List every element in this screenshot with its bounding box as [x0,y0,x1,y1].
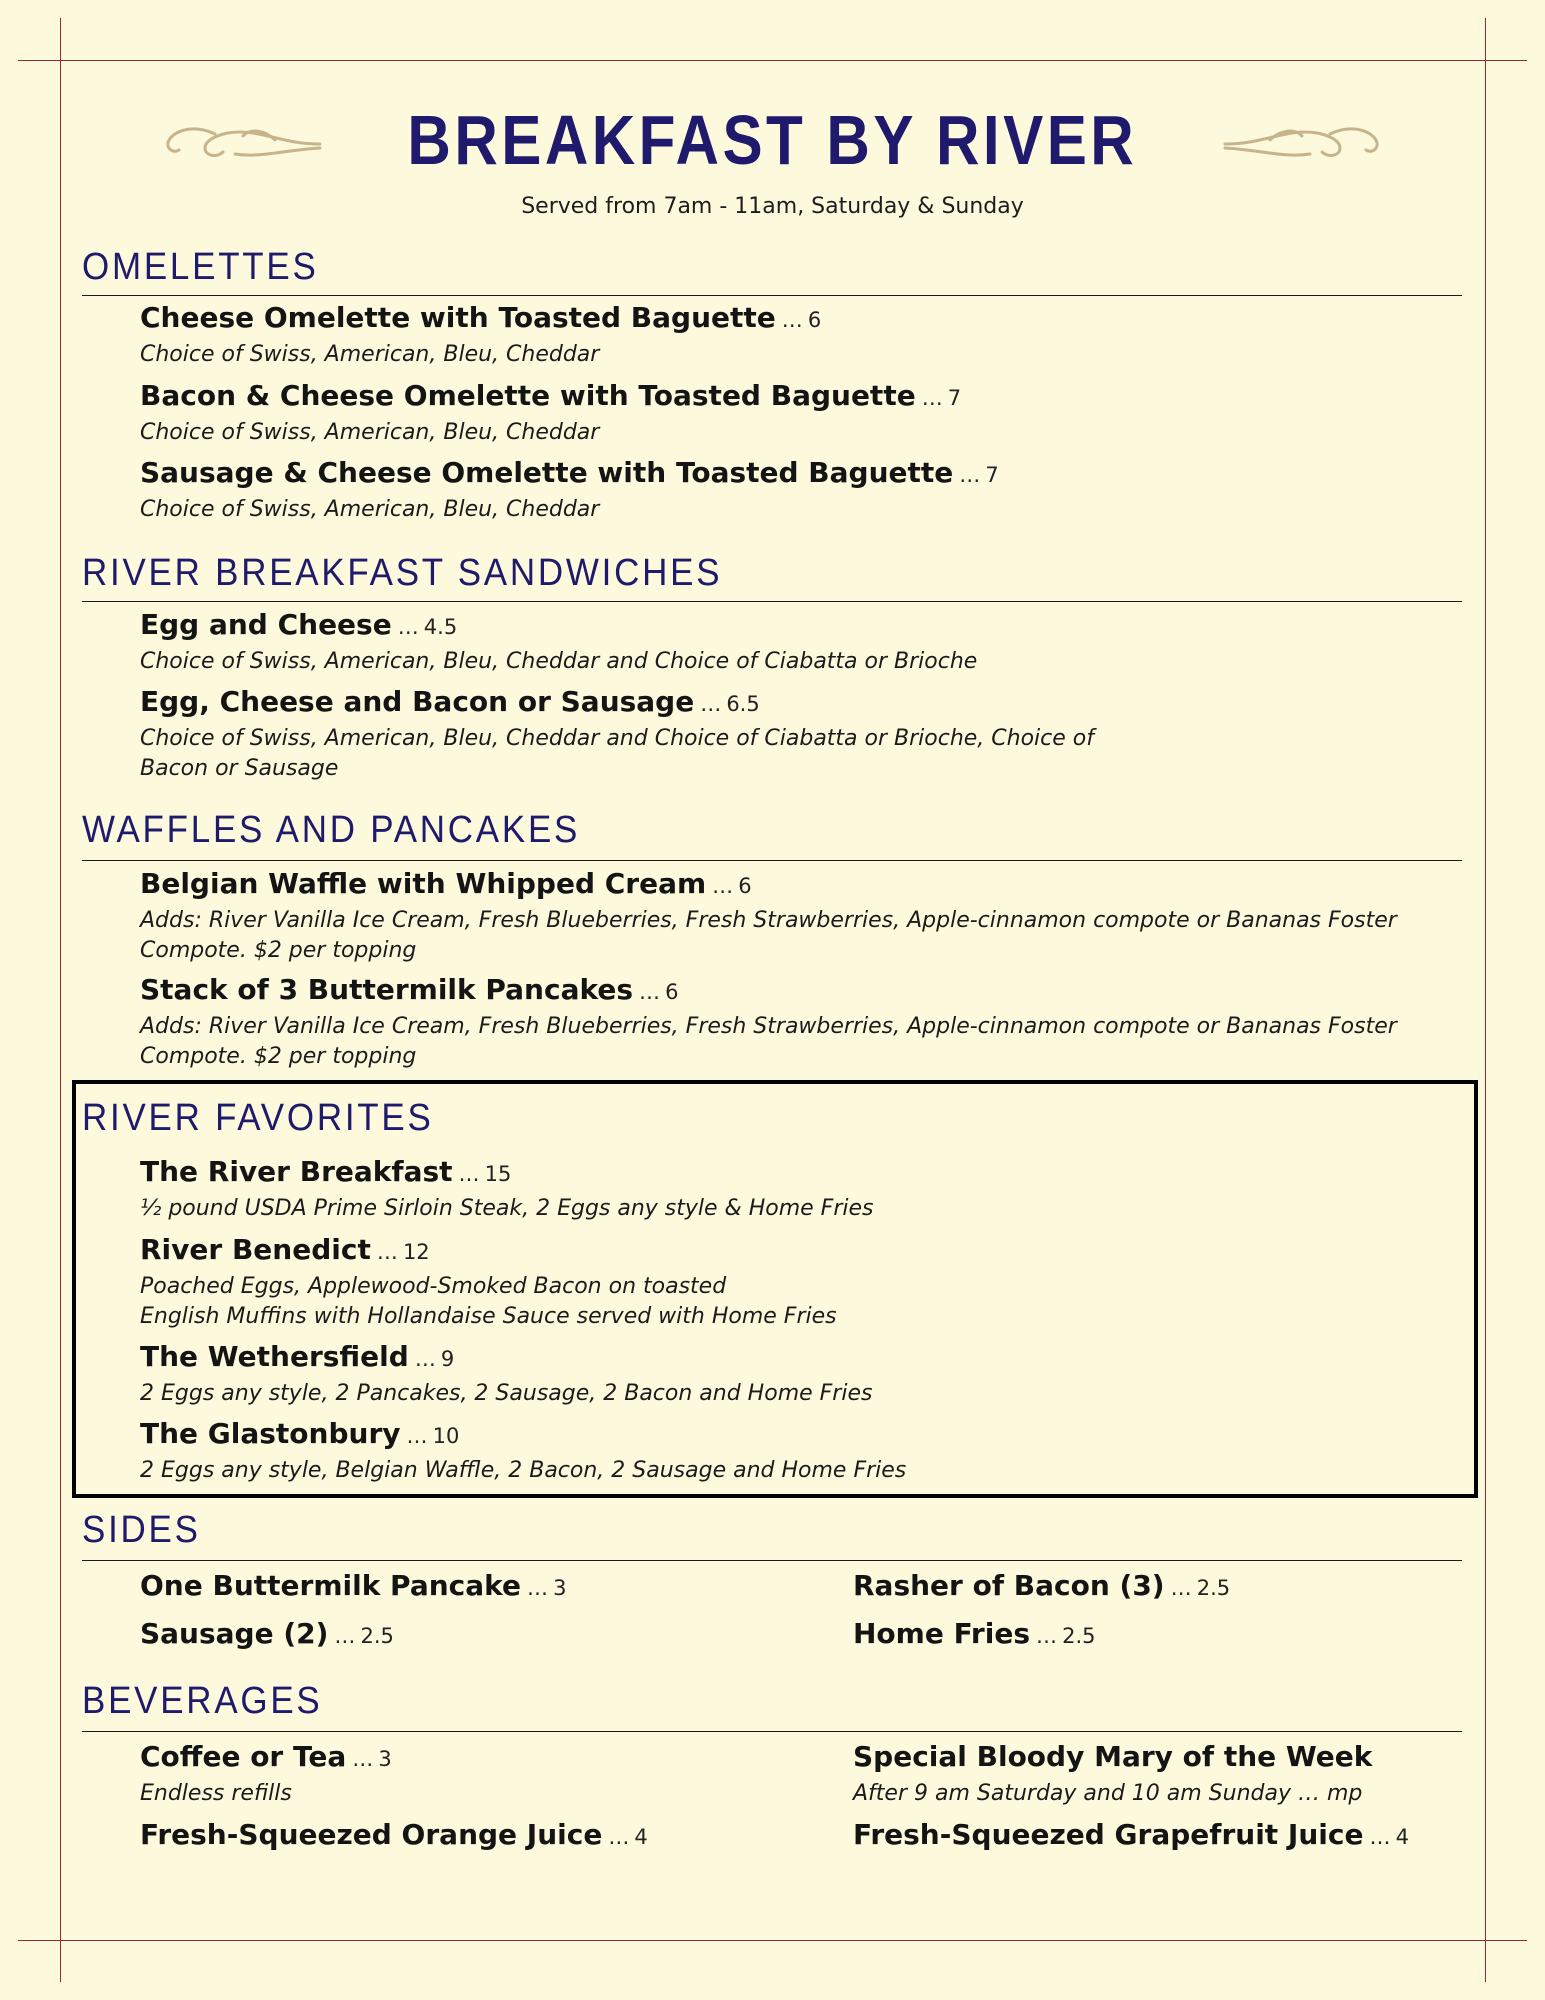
section-heading-beverages: BEVERAGES [82,1680,323,1722]
left-trim-line [60,18,61,1982]
item-name: Rasher of Bacon (3) [853,1569,1165,1602]
menu-header [0,92,1545,219]
item-name: Special Bloody Mary of the Week [853,1740,1373,1773]
menu-item: The River Breakfast … 15 ½ pound USDA Prime Sirloin Steak, 2 Eggs any style & Home Fries [140,1154,1420,1224]
item-name: Fresh-Squeezed Grapefruit Juice [853,1818,1364,1851]
menu-item: Rasher of Bacon (3) … 2.5 [853,1569,1231,1602]
item-price: 12 [402,1240,430,1264]
menu-item: Egg and Cheese … 4.5 Choice of Swiss, American, Bleu, Cheddar and Choice of Ciabatta or Brioche [140,607,1420,677]
right-flourish-icon [1220,110,1390,170]
item-description: Choice of Swiss, American, Bleu, Cheddar and Choice of Ciabatta or Brioche, Choice of [140,726,1095,751]
item-name: One Buttermilk Pancake [140,1569,522,1602]
section-heading-waffles: WAFFLES AND PANCAKES [82,809,581,851]
top-trim-line [18,60,1527,61]
item-price: 6 [738,874,752,898]
item-description: 2 Eggs any style, 2 Pancakes, 2 Sausage, 2 Bacon and Home Fries [140,1381,873,1406]
item-price: 6 [665,980,679,1004]
menu-item: Egg, Cheese and Bacon or Sausage … 6.5 Choice of Swiss, American, Bleu, Cheddar and Choice of Ciabatta or Brioche, Choice of Bacon or Sausage [140,684,1420,784]
item-price: 4 [1395,1825,1409,1849]
item-description: Adds: River Vanilla Ice Cream, Fresh Blueberries, Fresh Strawberries, Apple-cinnamon compote or Bananas Foster [140,908,1397,933]
item-description-cont: Compote. $2 per topping [140,1044,417,1069]
left-flourish-icon [155,110,325,170]
menu-item: The Wethersfield … 9 2 Eggs any style, 2 Pancakes, 2 Sausage, 2 Bacon and Home Fries [140,1339,1420,1409]
section-rule [82,295,1462,296]
item-description: ½ pound USDA Prime Sirloin Steak, 2 Eggs any style & Home Fries [140,1196,874,1221]
menu-item [853,1739,1453,1809]
menu-item: Fresh-Squeezed Orange Juice … 4 [140,1818,648,1851]
item-price: 3 [553,1576,567,1600]
item-price: 7 [947,386,962,410]
item-name: Sausage (2) [140,1617,329,1650]
section-heading-sandwiches: RIVER BREAKFAST SANDWICHES [82,552,723,594]
item-name: Belgian Waffle with Whipped Cream [140,867,707,900]
item-name: River Benedict [140,1233,371,1266]
item-name: The Glastonbury [140,1417,401,1450]
section-rule [82,601,1462,602]
item-price: 10 [432,1424,460,1448]
item-description: Choice of Swiss, American, Bleu, Cheddar [140,342,600,367]
item-price: 7 [985,463,999,487]
item-description: Adds: River Vanilla Ice Cream, Fresh Blueberries, Fresh Strawberries, Apple-cinnamon compote or Bananas Foster [140,1014,1397,1039]
section-rule [82,860,1462,861]
item-description: After 9 am Saturday and 10 am Sunday … mp [853,1781,1363,1806]
item-name: Fresh-Squeezed Orange Juice [140,1818,603,1851]
item-name: Stack of 3 Buttermilk Pancakes [140,973,634,1006]
item-price: 15 [484,1162,512,1186]
item-name: Cheese Omelette with Toasted Baguette [140,301,776,334]
item-price: 4.5 [423,615,458,639]
item-price: 4 [634,1825,648,1849]
item-price: 6.5 [726,692,760,716]
section-heading-favorites: RIVER FAVORITES [82,1097,434,1139]
menu-item: Sausage & Cheese Omelette with Toasted Baguette … 7 Choice of Swiss, American, Bleu, Cheddar [140,455,1420,525]
item-name: The River Breakfast [140,1155,453,1188]
item-name: Sausage & Cheese Omelette with Toasted Baguette [140,456,954,489]
bottom-trim-line [18,1940,1527,1941]
section-heading-sides: SIDES [82,1509,201,1551]
menu-item: River Benedict … 12 Poached Eggs, Applewood-Smoked Bacon on toasted English Muffins with Hollandaise Sauce served with Home Fries [140,1232,1420,1332]
item-description-cont: Compote. $2 per topping [140,938,417,963]
menu-item: Coffee or Tea … 3 Endless refills [140,1739,1420,1809]
page-title: BREAKFAST BY RIVER [407,101,1138,179]
item-name: Coffee or Tea [140,1740,347,1773]
menu-item: One Buttermilk Pancake … 3 [140,1569,567,1602]
menu-item: The Glastonbury … 10 2 Eggs any style, Belgian Waffle, 2 Bacon, 2 Sausage and Home Fries [140,1416,1420,1486]
item-price: 2.5 [1062,1624,1096,1648]
menu-item: Cheese Omelette with Toasted Baguette … 6 Choice of Swiss, American, Bleu, Cheddar [140,300,1420,370]
menu-item: Home Fries … 2.5 [853,1617,1096,1650]
item-description: Choice of Swiss, American, Bleu, Cheddar [140,420,600,445]
item-description: Poached Eggs, Applewood-Smoked Bacon on toasted [140,1274,727,1299]
section-rule [82,1560,1462,1561]
menu-item: Belgian Waffle with Whipped Cream … 6 Adds: River Vanilla Ice Cream, Fresh Blueberries, Fresh Strawberries, Apple-cinnamon compote or Bananas Foster Compote. $2 per topping [140,866,1420,966]
item-description-cont: English Muffins with Hollandaise Sauce served with Home Fries [140,1304,837,1329]
menu-item: Stack of 3 Buttermilk Pancakes … 6 Adds: River Vanilla Ice Cream, Fresh Blueberries, Fresh Strawberries, Apple-cinnamon compote or Bananas Foster Compote. $2 per topping [140,972,1420,1072]
section-heading-omelettes: OMELETTES [82,246,319,288]
item-price: 2.5 [1196,1576,1231,1600]
item-price: 9 [440,1347,455,1371]
item-description-cont: Bacon or Sausage [140,756,339,781]
menu-item: Sausage (2) … 2.5 [140,1617,394,1650]
item-price: 2.5 [360,1624,394,1648]
menu-item: Fresh-Squeezed Grapefruit Juice … 4 [853,1818,1409,1851]
item-name: Egg and Cheese [140,608,392,641]
item-name: Bacon & Cheese Omelette with Toasted Baguette [140,379,916,412]
section-rule [82,1731,1462,1732]
item-description: Choice of Swiss, American, Bleu, Cheddar [140,497,600,522]
right-trim-line [1485,18,1486,1982]
item-name: Egg, Cheese and Bacon or Sausage [140,685,695,718]
service-hours: Served from 7am - 11am, Saturday & Sunday [521,194,1024,219]
menu-item: Bacon & Cheese Omelette with Toasted Baguette … 7 Choice of Swiss, American, Bleu, Cheddar [140,378,1420,448]
item-description: Choice of Swiss, American, Bleu, Cheddar and Choice of Ciabatta or Brioche [140,649,978,674]
item-price: 6 [807,308,822,332]
item-price: 3 [378,1747,392,1771]
item-description: Endless refills [140,1781,292,1806]
item-name: Home Fries [853,1617,1030,1650]
item-name: The Wethersfield [140,1340,409,1373]
item-description: 2 Eggs any style, Belgian Waffle, 2 Bacon, 2 Sausage and Home Fries [140,1458,907,1483]
